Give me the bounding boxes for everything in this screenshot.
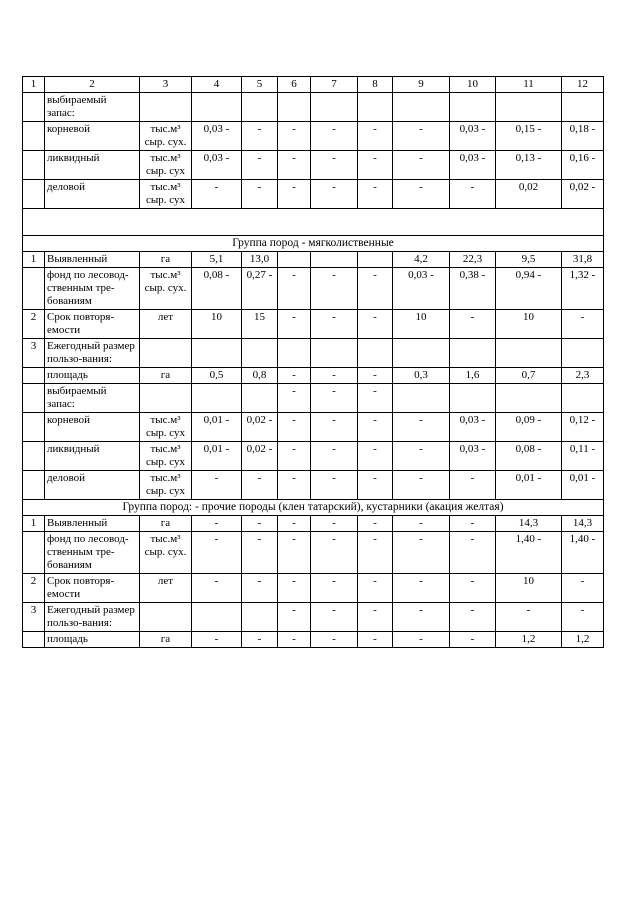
cell-col-6: - bbox=[278, 532, 311, 574]
cell-col-12: 1,32 - bbox=[562, 268, 604, 310]
cell-col-10 bbox=[450, 384, 496, 413]
cell-unit: га bbox=[140, 368, 192, 384]
cell-col-5: 0,8 bbox=[242, 368, 278, 384]
cell-col-7 bbox=[311, 93, 358, 122]
cell-col-9: - bbox=[393, 413, 450, 442]
cell-indicator: фонд по лесовод-ственным тре-бованиям bbox=[45, 532, 140, 574]
cell-col-11: 1,40 - bbox=[496, 532, 562, 574]
cell-col-11: 14,3 bbox=[496, 516, 562, 532]
cell-col-5: - bbox=[242, 632, 278, 648]
cell-col-11: - bbox=[496, 603, 562, 632]
cell-col-8: - bbox=[358, 151, 393, 180]
header-cell-7: 7 bbox=[311, 77, 358, 93]
cell-col-6 bbox=[278, 93, 311, 122]
cell-indicator: деловой bbox=[45, 180, 140, 209]
cell-col-11: 0,01 - bbox=[496, 471, 562, 500]
cell-col-7 bbox=[311, 339, 358, 368]
cell-unit: тыс.м³ сыр. сух bbox=[140, 180, 192, 209]
cell-col-5: - bbox=[242, 471, 278, 500]
cell-row-num: 1 bbox=[23, 516, 45, 532]
cell-col-9: 0,03 - bbox=[393, 268, 450, 310]
cell-col-10: - bbox=[450, 471, 496, 500]
cell-col-9: - bbox=[393, 574, 450, 603]
cell-col-11 bbox=[496, 384, 562, 413]
cell-row-num bbox=[23, 632, 45, 648]
cell-col-8: - bbox=[358, 471, 393, 500]
table-row bbox=[23, 122, 604, 151]
cell-col-6: - bbox=[278, 180, 311, 209]
cell-indicator: Ежегодный размер пользо-вания: bbox=[45, 339, 140, 368]
cell-row-num bbox=[23, 368, 45, 384]
cell-col-9: - bbox=[393, 532, 450, 574]
cell-col-9: 0,3 bbox=[393, 368, 450, 384]
cell-col-8: - bbox=[358, 532, 393, 574]
cell-col-9 bbox=[393, 339, 450, 368]
cell-col-12 bbox=[562, 93, 604, 122]
cell-col-4: 0,08 - bbox=[192, 268, 242, 310]
cell-col-12: 31,8 bbox=[562, 252, 604, 268]
cell-col-12: 0,02 - bbox=[562, 180, 604, 209]
cell-col-11: 9,5 bbox=[496, 252, 562, 268]
cell-col-10: - bbox=[450, 180, 496, 209]
cell-col-8: - bbox=[358, 516, 393, 532]
cell-col-12: - bbox=[562, 574, 604, 603]
cell-col-8: - bbox=[358, 603, 393, 632]
cell-col-6: - bbox=[278, 442, 311, 471]
cell-unit: га bbox=[140, 632, 192, 648]
cell-col-4: - bbox=[192, 574, 242, 603]
header-cell-3: 3 bbox=[140, 77, 192, 93]
cell-col-10: 0,03 - bbox=[450, 122, 496, 151]
cell-col-11: 0,08 - bbox=[496, 442, 562, 471]
table-row bbox=[23, 339, 604, 368]
cell-unit: тыс.м³ сыр. сух. bbox=[140, 532, 192, 574]
cell-col-11: 10 bbox=[496, 310, 562, 339]
cell-col-12: 0,16 - bbox=[562, 151, 604, 180]
cell-unit bbox=[140, 93, 192, 122]
cell-col-9: - bbox=[393, 151, 450, 180]
forest-use-table bbox=[22, 76, 604, 648]
cell-col-4: - bbox=[192, 632, 242, 648]
cell-row-num bbox=[23, 268, 45, 310]
cell-col-9: - bbox=[393, 122, 450, 151]
cell-col-6: - bbox=[278, 413, 311, 442]
cell-unit: лет bbox=[140, 310, 192, 339]
cell-col-5 bbox=[242, 603, 278, 632]
cell-col-5: - bbox=[242, 574, 278, 603]
cell-col-10: - bbox=[450, 516, 496, 532]
cell-col-10: 0,03 - bbox=[450, 413, 496, 442]
cell-col-5: 13,0 bbox=[242, 252, 278, 268]
cell-indicator: деловой bbox=[45, 471, 140, 500]
cell-col-7: - bbox=[311, 603, 358, 632]
cell-col-11 bbox=[496, 93, 562, 122]
cell-col-8: - bbox=[358, 122, 393, 151]
cell-col-9: - bbox=[393, 516, 450, 532]
header-cell-10: 10 bbox=[450, 77, 496, 93]
cell-indicator: выбираемый запас: bbox=[45, 93, 140, 122]
cell-col-10: 0,03 - bbox=[450, 442, 496, 471]
table-row bbox=[23, 603, 604, 632]
group-title-row bbox=[23, 236, 604, 252]
cell-col-5 bbox=[242, 384, 278, 413]
cell-row-num bbox=[23, 151, 45, 180]
cell-col-5: - bbox=[242, 516, 278, 532]
cell-col-7: - bbox=[311, 180, 358, 209]
cell-unit: тыс.м³ сыр. сух bbox=[140, 442, 192, 471]
table-row bbox=[23, 532, 604, 574]
cell-col-9: - bbox=[393, 632, 450, 648]
cell-col-7: - bbox=[311, 268, 358, 310]
cell-col-6: - bbox=[278, 632, 311, 648]
cell-col-11: 0,15 - bbox=[496, 122, 562, 151]
cell-col-12: 0,01 - bbox=[562, 471, 604, 500]
cell-col-8 bbox=[358, 93, 393, 122]
cell-col-12: 14,3 bbox=[562, 516, 604, 532]
cell-col-8: - bbox=[358, 384, 393, 413]
cell-col-5: - bbox=[242, 151, 278, 180]
header-row bbox=[23, 77, 604, 93]
cell-col-6 bbox=[278, 252, 311, 268]
header-cell-5: 5 bbox=[242, 77, 278, 93]
cell-indicator: Ежегодный размер пользо-вания: bbox=[45, 603, 140, 632]
cell-col-7: - bbox=[311, 368, 358, 384]
cell-row-num: 3 bbox=[23, 339, 45, 368]
cell-col-11: 1,2 bbox=[496, 632, 562, 648]
cell-col-7 bbox=[311, 252, 358, 268]
spacer-row bbox=[23, 209, 604, 236]
cell-row-num bbox=[23, 413, 45, 442]
header-cell-2: 2 bbox=[45, 77, 140, 93]
cell-col-10 bbox=[450, 93, 496, 122]
cell-col-10: 22,3 bbox=[450, 252, 496, 268]
cell-col-8: - bbox=[358, 368, 393, 384]
cell-col-8: - bbox=[358, 442, 393, 471]
cell-col-7: - bbox=[311, 471, 358, 500]
cell-indicator: Выявленный bbox=[45, 252, 140, 268]
cell-indicator: Срок повторя-емости bbox=[45, 310, 140, 339]
table-row bbox=[23, 310, 604, 339]
cell-col-8: - bbox=[358, 574, 393, 603]
cell-unit: лет bbox=[140, 574, 192, 603]
cell-col-5 bbox=[242, 339, 278, 368]
cell-row-num bbox=[23, 442, 45, 471]
cell-col-11: 0,09 - bbox=[496, 413, 562, 442]
cell-col-9: - bbox=[393, 180, 450, 209]
cell-col-5 bbox=[242, 93, 278, 122]
cell-col-6: - bbox=[278, 268, 311, 310]
cell-col-4: - bbox=[192, 532, 242, 574]
cell-col-4: 0,01 - bbox=[192, 413, 242, 442]
cell-col-5: - bbox=[242, 180, 278, 209]
cell-indicator: площадь bbox=[45, 632, 140, 648]
cell-col-8: - bbox=[358, 413, 393, 442]
cell-col-6 bbox=[278, 339, 311, 368]
cell-col-6: - bbox=[278, 310, 311, 339]
table-row bbox=[23, 471, 604, 500]
cell-indicator: корневой bbox=[45, 122, 140, 151]
cell-col-9: - bbox=[393, 442, 450, 471]
cell-row-num bbox=[23, 471, 45, 500]
cell-unit: тыс.м³ сыр. сух. bbox=[140, 122, 192, 151]
cell-col-8: - bbox=[358, 310, 393, 339]
cell-col-6: - bbox=[278, 471, 311, 500]
table-row bbox=[23, 384, 604, 413]
cell-col-5: 0,27 - bbox=[242, 268, 278, 310]
cell-indicator: ликвидный bbox=[45, 151, 140, 180]
cell-col-12: 1,2 bbox=[562, 632, 604, 648]
cell-col-6: - bbox=[278, 368, 311, 384]
cell-col-12: 0,18 - bbox=[562, 122, 604, 151]
cell-row-num: 1 bbox=[23, 252, 45, 268]
group-title: Группа пород - мягколиственные bbox=[23, 236, 604, 252]
cell-col-12: - bbox=[562, 310, 604, 339]
cell-row-num bbox=[23, 180, 45, 209]
cell-col-4 bbox=[192, 384, 242, 413]
cell-col-4: - bbox=[192, 516, 242, 532]
cell-unit: тыс.м³ сыр. сух. bbox=[140, 268, 192, 310]
cell-col-11: 10 bbox=[496, 574, 562, 603]
cell-col-7: - bbox=[311, 122, 358, 151]
cell-col-10: 0,38 - bbox=[450, 268, 496, 310]
header-cell-1: 1 bbox=[23, 77, 45, 93]
cell-col-10: - bbox=[450, 603, 496, 632]
cell-row-num bbox=[23, 384, 45, 413]
cell-col-6: - bbox=[278, 151, 311, 180]
cell-col-12: 0,12 - bbox=[562, 413, 604, 442]
spacer-cell bbox=[23, 209, 604, 236]
cell-col-4 bbox=[192, 339, 242, 368]
cell-col-8: - bbox=[358, 180, 393, 209]
table-row bbox=[23, 368, 604, 384]
cell-col-4: 5,1 bbox=[192, 252, 242, 268]
header-cell-12: 12 bbox=[562, 77, 604, 93]
cell-col-7: - bbox=[311, 384, 358, 413]
table-row bbox=[23, 151, 604, 180]
cell-row-num: 3 bbox=[23, 603, 45, 632]
cell-col-8 bbox=[358, 252, 393, 268]
cell-col-9: 10 bbox=[393, 310, 450, 339]
cell-indicator: выбираемый запас: bbox=[45, 384, 140, 413]
cell-col-11: 0,02 bbox=[496, 180, 562, 209]
cell-col-8: - bbox=[358, 268, 393, 310]
cell-col-11: 0,13 - bbox=[496, 151, 562, 180]
table-row bbox=[23, 268, 604, 310]
cell-col-9: 4,2 bbox=[393, 252, 450, 268]
cell-unit: тыс.м³ сыр. сух bbox=[140, 471, 192, 500]
table-row bbox=[23, 252, 604, 268]
cell-col-5: - bbox=[242, 532, 278, 574]
cell-col-4: - bbox=[192, 471, 242, 500]
table-row bbox=[23, 180, 604, 209]
cell-unit bbox=[140, 384, 192, 413]
cell-col-8: - bbox=[358, 632, 393, 648]
cell-col-11: 0,94 - bbox=[496, 268, 562, 310]
cell-col-9: - bbox=[393, 471, 450, 500]
cell-indicator: площадь bbox=[45, 368, 140, 384]
cell-indicator: Выявленный bbox=[45, 516, 140, 532]
cell-col-8 bbox=[358, 339, 393, 368]
cell-unit: тыс.м³ сыр. сух bbox=[140, 413, 192, 442]
table-row bbox=[23, 516, 604, 532]
cell-indicator: ликвидный bbox=[45, 442, 140, 471]
cell-col-12: 0,11 - bbox=[562, 442, 604, 471]
header-cell-8: 8 bbox=[358, 77, 393, 93]
header-cell-4: 4 bbox=[192, 77, 242, 93]
header-cell-11: 11 bbox=[496, 77, 562, 93]
cell-col-9 bbox=[393, 93, 450, 122]
cell-col-10: 0,03 - bbox=[450, 151, 496, 180]
cell-col-7: - bbox=[311, 310, 358, 339]
cell-col-10: 1,6 bbox=[450, 368, 496, 384]
cell-col-10: - bbox=[450, 574, 496, 603]
cell-col-4: 0,03 - bbox=[192, 151, 242, 180]
cell-col-7: - bbox=[311, 151, 358, 180]
cell-col-4 bbox=[192, 603, 242, 632]
cell-col-10: - bbox=[450, 310, 496, 339]
cell-unit: га bbox=[140, 252, 192, 268]
cell-indicator: Срок повторя-емости bbox=[45, 574, 140, 603]
cell-col-6: - bbox=[278, 574, 311, 603]
cell-unit: тыс.м³ сыр. сух bbox=[140, 151, 192, 180]
cell-col-6: - bbox=[278, 603, 311, 632]
cell-row-num bbox=[23, 532, 45, 574]
cell-col-6: - bbox=[278, 122, 311, 151]
cell-col-11: 0,7 bbox=[496, 368, 562, 384]
cell-col-4 bbox=[192, 93, 242, 122]
cell-row-num: 2 bbox=[23, 574, 45, 603]
cell-col-12: - bbox=[562, 603, 604, 632]
cell-col-12: 1,40 - bbox=[562, 532, 604, 574]
cell-col-5: 15 bbox=[242, 310, 278, 339]
header-cell-9: 9 bbox=[393, 77, 450, 93]
cell-col-10 bbox=[450, 339, 496, 368]
cell-col-4: - bbox=[192, 180, 242, 209]
table-row bbox=[23, 442, 604, 471]
cell-col-7: - bbox=[311, 413, 358, 442]
cell-unit bbox=[140, 603, 192, 632]
cell-col-7: - bbox=[311, 442, 358, 471]
cell-col-5: 0,02 - bbox=[242, 442, 278, 471]
table-row bbox=[23, 413, 604, 442]
cell-row-num bbox=[23, 122, 45, 151]
cell-col-10: - bbox=[450, 632, 496, 648]
cell-col-6: - bbox=[278, 516, 311, 532]
cell-col-4: 0,5 bbox=[192, 368, 242, 384]
cell-row-num bbox=[23, 93, 45, 122]
table-row bbox=[23, 93, 604, 122]
cell-col-5: - bbox=[242, 122, 278, 151]
cell-col-11 bbox=[496, 339, 562, 368]
cell-col-9 bbox=[393, 384, 450, 413]
cell-col-10: - bbox=[450, 532, 496, 574]
table-row bbox=[23, 574, 604, 603]
cell-col-9: - bbox=[393, 603, 450, 632]
cell-col-4: 10 bbox=[192, 310, 242, 339]
cell-col-4: 0,01 - bbox=[192, 442, 242, 471]
cell-row-num: 2 bbox=[23, 310, 45, 339]
cell-col-6: - bbox=[278, 384, 311, 413]
group-title-row bbox=[23, 500, 604, 516]
cell-col-7: - bbox=[311, 632, 358, 648]
group-title: Группа пород: - прочие породы (клен татарский), кустарники (акация желтая) bbox=[23, 500, 604, 516]
cell-col-7: - bbox=[311, 516, 358, 532]
cell-col-12 bbox=[562, 339, 604, 368]
cell-col-12 bbox=[562, 384, 604, 413]
cell-unit bbox=[140, 339, 192, 368]
cell-col-5: 0,02 - bbox=[242, 413, 278, 442]
cell-col-7: - bbox=[311, 532, 358, 574]
cell-indicator: корневой bbox=[45, 413, 140, 442]
table-row bbox=[23, 632, 604, 648]
cell-col-4: 0,03 - bbox=[192, 122, 242, 151]
cell-indicator: фонд по лесовод-ственным тре-бованиям bbox=[45, 268, 140, 310]
cell-col-7: - bbox=[311, 574, 358, 603]
cell-col-12: 2,3 bbox=[562, 368, 604, 384]
cell-unit: га bbox=[140, 516, 192, 532]
header-cell-6: 6 bbox=[278, 77, 311, 93]
